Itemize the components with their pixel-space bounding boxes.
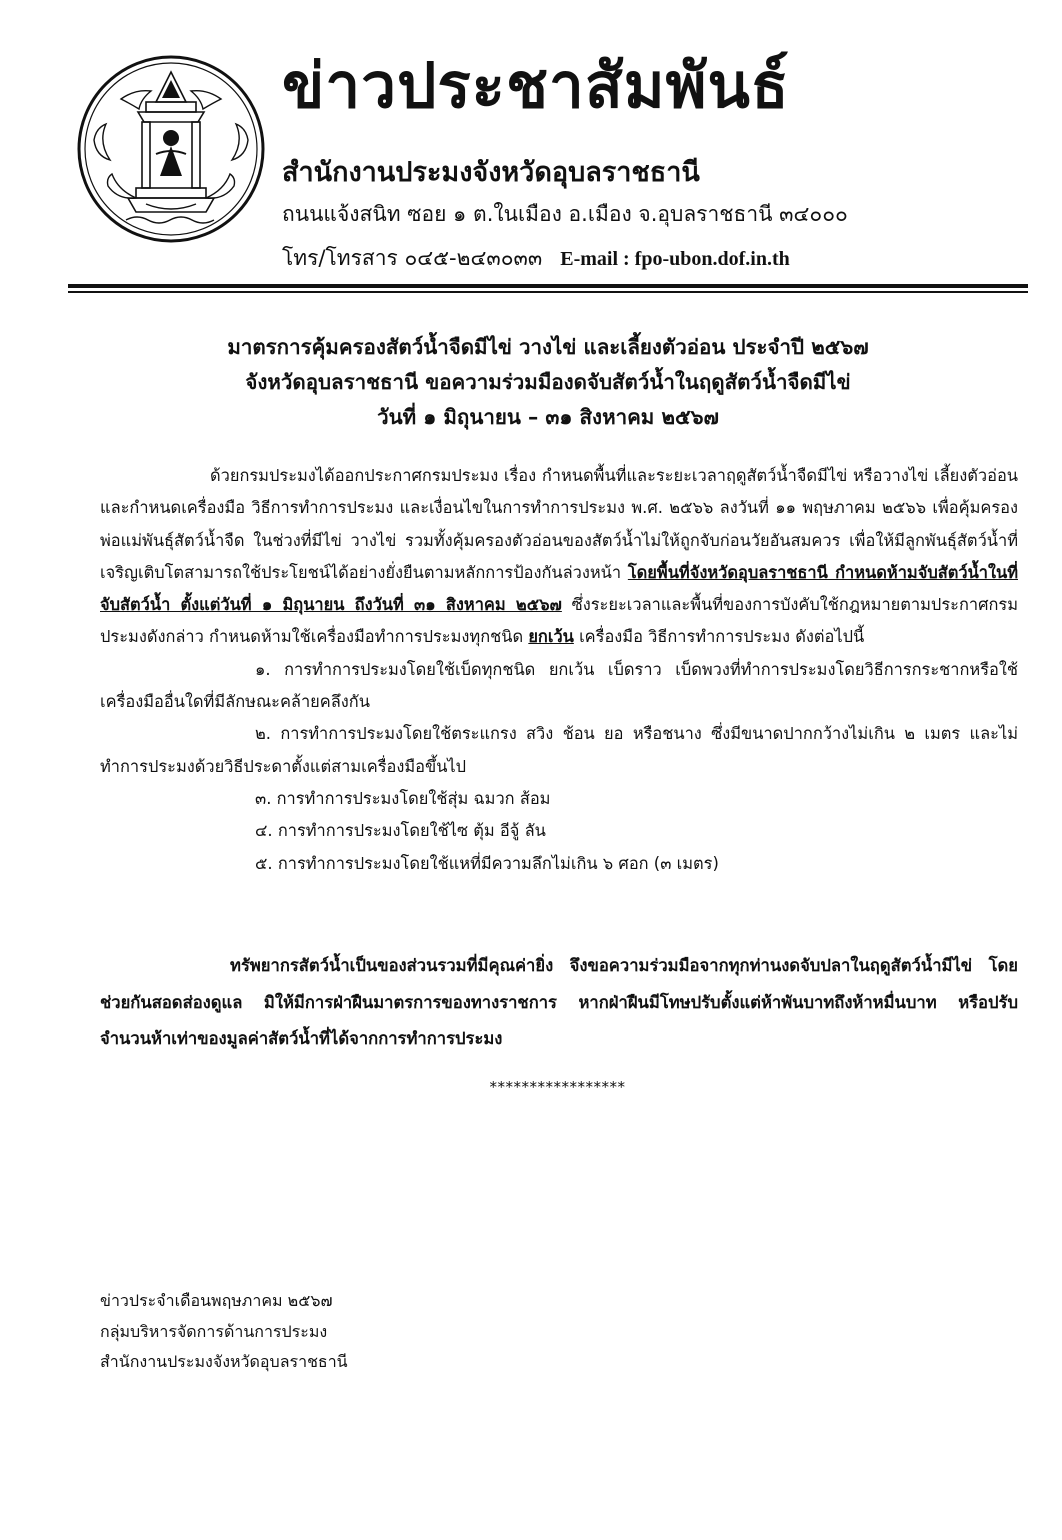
conclusion-paragraph: ทรัพยากรสัตว์น้ำเป็นของส่วนรวมที่มีคุณค่ายิ่ง จึงขอความร่วมมือจากทุกท่านงดจับปลาในฤดูสัตว์น้ำมีไข่ โดยช่วยกันสอดส่องดูแล มิให้มีการฝ่าฝืนมาตรการของทางราชการ หากฝ่าฝืนมีโทษปรับตั้งแต่ห้าพันบาทถึงห้าหมื่นบาท หรือปรับจำนวนห้าเท่าของมูลค่าสัตว์น้ำที่ได้จากการทำการประมง	[100, 956, 1018, 1048]
department-seal-icon	[76, 54, 266, 244]
footer-signature	[100, 1286, 348, 1378]
organization-address: ถนนแจ้งสนิท ซอย ๑ ต.ในเมือง อ.เมือง จ.อุบลราชธานี ๓๔๐๐๐	[282, 202, 848, 226]
announcement-body	[100, 460, 1018, 880]
organization-name: สำนักงานประมงจังหวัดอุบลราชธานี	[282, 157, 700, 188]
exception-item-5: ๕. การทำการประมงโดยใช้แหที่มีความลึกไม่เกิน ๖ ศอก (๓ เมตร)	[255, 853, 719, 873]
announcement-headline	[68, 330, 1028, 435]
exception-item-4: ๔. การทำการประมงโดยใช้ไซ ตุ้ม อีจู้ ลัน	[255, 821, 546, 841]
footer-line-3: สำนักงานประมงจังหวัดอุบลราชธานี	[100, 1352, 348, 1371]
main-paragraph-part-3: เครื่องมือ วิธีการทำการประมง ดังต่อไปนี้	[573, 627, 865, 647]
press-release-title: ข่าวประชาสัมพันธ์	[282, 49, 790, 122]
headline-line-2: จังหวัดอุบลราชธานี ขอความร่วมมืองดจับสัตว์น้ำในฤดูสัตว์น้ำจืดมีไข่	[245, 370, 851, 394]
closure-period-highlight: โดยพื้นที่จังหวัดอุบลราชธานี กำหนดห้ามจับสัตว์น้ำในที่จับสัตว์น้ำ ตั้งแต่วันที่ ๑ มิถุนายน ถึงวันที่ ๓๑ สิงหาคม ๒๕๖๗	[100, 562, 1018, 615]
main-paragraph	[100, 460, 1018, 654]
header-divider-thin	[68, 291, 1028, 293]
exception-item-1: ๑. การทำการประมงโดยใช้เบ็ดทุกชนิด ยกเว้น เบ็ดราว เบ็ดพวงที่ทำการประมงโดยวิธีการกระชากหรือใช้เครื่องมืออื่นใดที่มีลักษณะคล้ายคลึงกัน	[100, 659, 1018, 712]
organization-contact	[282, 242, 790, 275]
exception-item-2: ๒. การทำการประมงโดยใช้ตระแกรง สวิง ช้อน ยอ หรือชนาง ซึ่งมีขนาดปากกว้างไม่เกิน ๒ เมตร และไม่ทำการประมงด้วยวิธีประดาตั้งแต่สามเครื่องมือขึ้นไป	[100, 724, 1018, 776]
section-separator: *****************	[489, 1078, 626, 1096]
headline-line-3: วันที่ ๑ มิถุนายน – ๓๑ สิงหาคม ๒๕๖๗	[377, 405, 719, 429]
header-divider-thick	[68, 284, 1028, 288]
exception-highlight: ยกเว้น	[528, 627, 574, 647]
email-text: E-mail : fpo-ubon.dof.in.th	[560, 248, 790, 270]
headline-line-1: มาตรการคุ้มครองสัตว์น้ำจืดมีไข่ วางไข่ และเลี้ยงตัวอ่อน ประจำปี ๒๕๖๗	[227, 335, 869, 359]
main-paragraph-part-1: ด้วยกรมประมงได้ออกประกาศกรมประมง เรื่อง กำหนดพื้นที่และระยะเวลาฤดูสัตว์น้ำจืดมีไข่ หรือวางไข่ เลี้ยงตัวอ่อน และกำหนดเครื่องมือ วิธีการทำการประมง และเงื่อนไขในการทำการประมง พ.ศ. ๒๕๖๖ ลงวันที่ ๑๑ พฤษภาคม ๒๕๖๖ เพื่อคุ้มครองพ่อแม่พันธุ์สัตว์น้ำจืด ในช่วงที่มีไข่ วางไข่ รวมทั้งคุ้มครองตัวอ่อนของสัตว์น้ำไม่ให้ถูกจับก่อนวัยอันสมควร เพื่อให้มีลูกพันธุ์สัตว์น้ำที่เจริญเติบโตสามารถใช้ประโยชน์ได้อย่างยั่งยืนตามหลักการป้องกันล่วงหน้า	[100, 466, 1018, 582]
exception-item-3: ๓. การทำการประมงโดยใช้สุ่ม ฉมวก ส้อม	[255, 788, 551, 808]
main-paragraph-part-2: ซึ่งระยะเวลาและพื้นที่ของการบังคับใช้กฎหมายตามประกาศกรมประมงดังกล่าว กำหนดห้ามใช้เครื่องมือทำการประมงทุกชนิด	[100, 595, 1019, 647]
footer-line-2: กลุ่มบริหารจัดการด้านการประมง	[100, 1321, 328, 1341]
phone-fax-text: โทร/โทรสาร ๐๔๕-๒๔๓๐๓๓	[282, 246, 543, 270]
footer-line-1: ข่าวประจำเดือนพฤษภาคม ๒๕๖๗	[100, 1291, 333, 1310]
